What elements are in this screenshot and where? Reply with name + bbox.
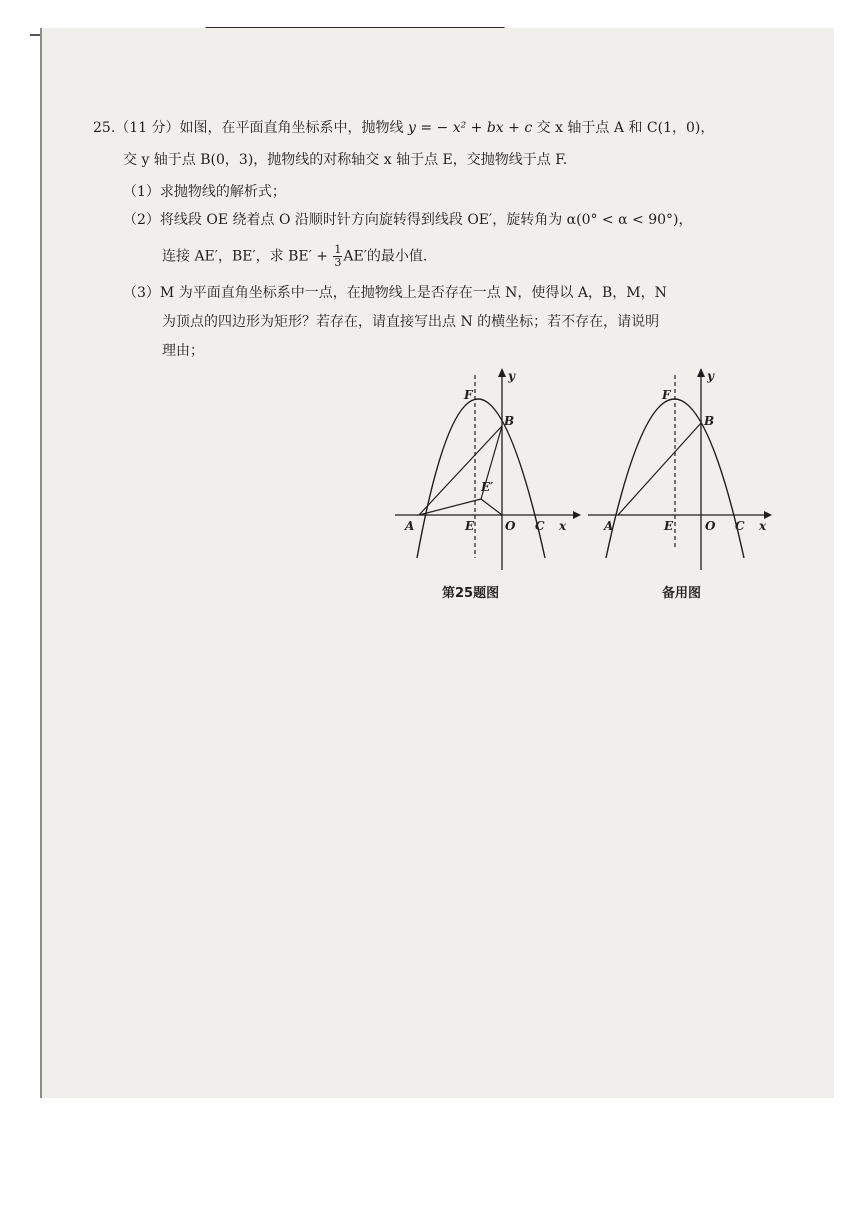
label-x: x [759, 519, 767, 533]
parabola-equation: y = − x² + bx + c [407, 120, 533, 136]
question-intro-b: 交 x 轴于点 A 和 C(1，0)， [536, 120, 715, 136]
figure-backup [588, 365, 778, 575]
label-C: C [535, 519, 545, 533]
margin-mark [30, 34, 40, 36]
one-third-fraction [333, 244, 342, 269]
label-y: y [707, 369, 714, 383]
label-O: O [705, 519, 716, 533]
label-E: E [664, 519, 674, 533]
question-number: 25. [93, 120, 116, 136]
fraction-numerator: 1 [334, 243, 342, 256]
label-E-prime: E′ [481, 480, 494, 494]
question-score: （11 分） [115, 120, 180, 136]
label-x: x [559, 519, 567, 533]
label-F: F [662, 388, 671, 402]
part-3-line-1: （3）M 为平面直角坐标系中一点，在抛物线上是否存在一点 N，使得以 A，B，M，N [123, 285, 667, 301]
label-C: C [735, 519, 745, 533]
label-y: y [508, 369, 515, 383]
question-line-2: 交 y 轴于点 B(0，3)，抛物线的对称轴交 x 轴于点 E，交抛物线于点 F. [123, 152, 568, 168]
label-A: A [604, 519, 614, 533]
part-2-line-2 [162, 244, 427, 269]
fraction-denominator: 3 [334, 256, 342, 269]
figure-main [395, 365, 585, 575]
label-A: A [405, 519, 415, 533]
label-B: B [504, 414, 515, 428]
figure-backup-caption: 备用图 [662, 586, 702, 601]
label-O: O [505, 519, 516, 533]
question-intro: 如图，在平面直角坐标系中，抛物线 [179, 120, 404, 136]
part-1: （1）求抛物线的解析式； [123, 184, 286, 200]
question-line-1 [93, 118, 714, 138]
part-3-line-3: 理由； [162, 343, 204, 359]
part-2-line-1: （2）将线段 OE 绕着点 O 沿顺时针方向旋转得到线段 OE′，旋转角为 α(0° < α < 90°)， [123, 212, 693, 228]
figure-main-caption: 第25题图 [442, 586, 500, 601]
part-2-expression-a: 连接 AE′，BE′，求 BE′ + [162, 248, 328, 265]
part-2-expression-b: AE′的最小值. [343, 248, 428, 265]
part-3-line-2: 为顶点的四边形为矩形？若存在，请直接写出点 N 的横坐标；若不存在，请说明 [162, 314, 660, 330]
label-E: E [465, 519, 475, 533]
label-F: F [464, 388, 473, 402]
label-B: B [704, 414, 715, 428]
bleed-through-marks [0, 0, 1, 1]
